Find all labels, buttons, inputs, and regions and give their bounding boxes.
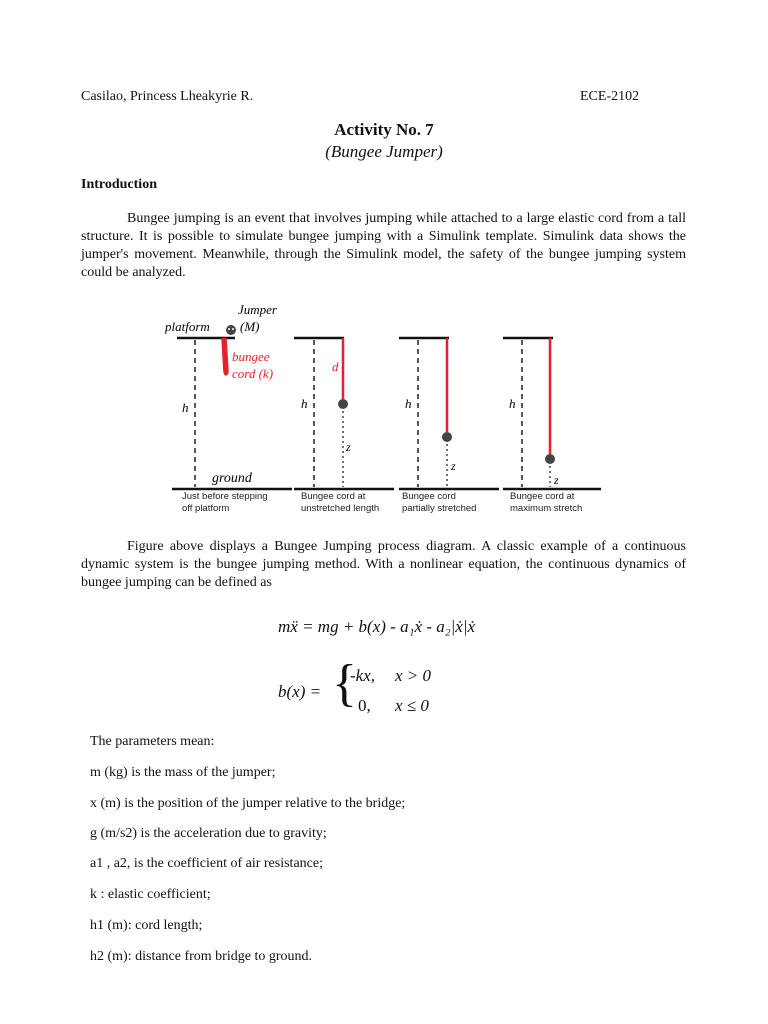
caption-3-line-2: partially stretched <box>402 503 477 514</box>
case2-expr: 0, <box>358 696 371 715</box>
h-label: h <box>405 396 412 411</box>
course-code: ECE-2102 <box>580 89 640 104</box>
jumper-icon <box>226 325 236 335</box>
z-label: z <box>451 459 456 473</box>
equation-motion: mẍ = mg + b(x) - a₁ẋ - a₂|ẋ|ẋ <box>278 617 476 636</box>
h-label: h <box>509 396 516 411</box>
param-item: a1 , a2, is the coefficient of air resistance; <box>90 856 323 871</box>
jumper-icon <box>545 454 555 464</box>
caption-2-line-2: unstretched length <box>301 503 380 514</box>
param-item: x (m) is the position of the jumper relative to the bridge; <box>90 796 406 811</box>
panel-before-step <box>164 302 292 514</box>
ground-label: ground <box>212 471 252 486</box>
equation-piecewise <box>278 655 458 722</box>
bungee-diagram <box>160 298 610 520</box>
z-label: z <box>346 440 351 454</box>
param-item: k : elastic coefficient; <box>90 887 211 902</box>
author-name: Casilao, Princess Lheakyrie R. <box>81 89 254 104</box>
brace-icon: { <box>332 655 357 712</box>
intro-paragraph: Bungee jumping is an event that involves jumping while attached to a large elastic cord from a tall structure. It is possible to simulate bungee jumping with a Simulink template. Simulink data shows the jumper's movement. Meanwhile, through the Simulink model, the safety of the bungee jumping system could be analyzed. <box>81 211 686 280</box>
case1-expr: -kx, <box>350 666 376 685</box>
caption-3-line-1: Bungee cord <box>402 491 456 502</box>
caption-4-line-1: Bungee cord at <box>510 491 575 502</box>
panel-maximum-stretch <box>503 338 601 514</box>
jumper-icon <box>442 432 452 442</box>
z-label: z <box>554 473 559 487</box>
jumper-label: Jumper <box>238 302 277 317</box>
page-title: Activity No. 7 <box>334 120 434 139</box>
param-item: g (m/s2) is the acceleration due to gravity; <box>90 826 327 841</box>
cord-k-label: cord (k) <box>232 366 274 381</box>
bungee-label: bungee <box>232 349 270 364</box>
parameters-intro: The parameters mean: <box>90 734 215 749</box>
param-item: h1 (m): cord length; <box>90 918 203 933</box>
page-subtitle: (Bungee Jumper) <box>325 142 443 161</box>
caption-1-line-1: Just before stepping <box>182 491 268 502</box>
h-label: h <box>182 400 189 415</box>
coiled-cord-icon <box>222 338 228 375</box>
figure-paragraph: Figure above displays a Bungee Jumping process diagram. A classic example of a continuous dynamic system is the bungee jumping method. With a nonlinear equation, the continuous dynamics of bungee jumping can be defined as <box>81 539 686 590</box>
caption-2-line-1: Bungee cord at <box>301 491 366 502</box>
panel-partially-stretched <box>399 338 499 514</box>
param-item: m (kg) is the mass of the jumper; <box>90 765 276 780</box>
b-lhs: b(x) = <box>278 682 322 701</box>
platform-label: platform <box>165 319 210 334</box>
param-item: h2 (m): distance from bridge to ground. <box>90 949 313 964</box>
case2-cond: x ≤ 0 <box>395 696 429 715</box>
section-heading: Introduction <box>81 177 157 192</box>
h-label: h <box>301 396 308 411</box>
d-label: d <box>332 359 339 374</box>
panel-unstretched <box>294 338 394 514</box>
caption-1-line-2: off platform <box>182 503 230 514</box>
jumper-icon <box>338 399 348 409</box>
mass-label: (M) <box>240 319 260 334</box>
caption-4-line-2: maximum stretch <box>510 503 583 514</box>
case1-cond: x > 0 <box>395 666 432 685</box>
